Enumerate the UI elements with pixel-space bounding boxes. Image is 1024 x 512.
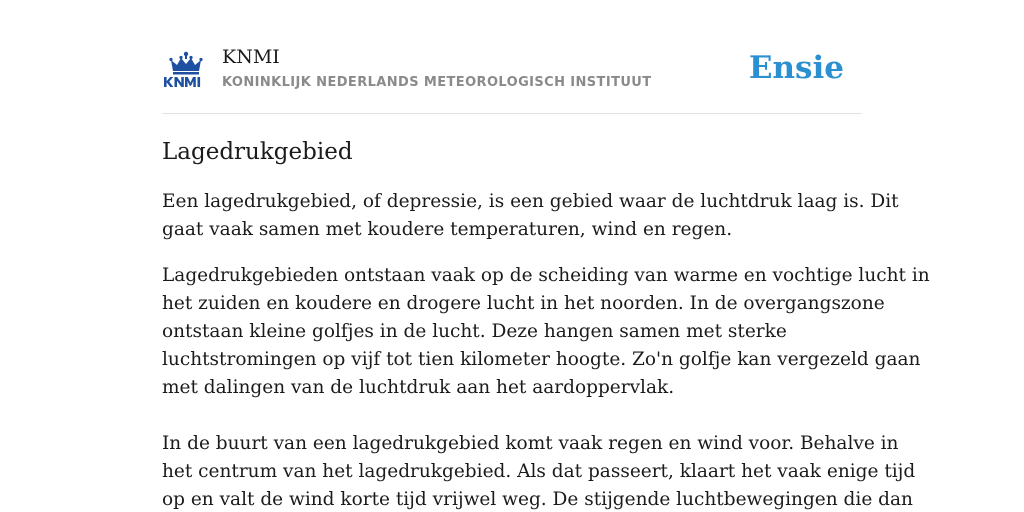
paragraph-line: gaat vaak samen met koudere temperaturen, wind en regen. (162, 219, 733, 240)
paragraph-line: In de buurt van een lagedrukgebied komt vaak regen en wind voor. Behalve in (162, 433, 899, 454)
paragraph-spacer (162, 420, 862, 430)
paragraph-line: met dalingen van de luchtdruk aan het aardoppervlak. (162, 377, 675, 398)
paragraph-line: ontstaan kleine golfjes in de lucht. Deze hangen samen met sterke (162, 321, 787, 342)
org-full-name: KONINKLIJK NEDERLANDS METEOROLOGISCH INSTITUUT (222, 75, 652, 90)
paragraph-line: Lagedrukgebieden ontstaan vaak op de scheiding van warme en vochtige lucht in (162, 265, 930, 286)
article-paragraph-2 (162, 262, 930, 402)
page (162, 0, 930, 512)
paragraph-line: op en valt de wind korte tijd vrijwel weg. De stijgende luchtbewegingen die dan (162, 489, 913, 510)
knmi-crown-logo-icon[interactable] (164, 51, 208, 89)
article-paragraph-1 (162, 188, 899, 244)
paragraph-line: het zuiden en koudere en drogere lucht in het noorden. In de overgangszone (162, 293, 885, 314)
article (162, 114, 930, 512)
article-paragraph-3 (162, 430, 916, 512)
ensie-brand-link[interactable]: Ensie (748, 50, 844, 86)
site-header (162, 0, 862, 114)
paragraph-line: Een lagedrukgebied, of depressie, is een gebied waar de luchtdruk laag is. Dit (162, 191, 899, 212)
paragraph-line: luchtstromingen op vijf tot tien kilometer hoogte. Zo'n golfje kan vergezeld gaan (162, 349, 921, 370)
org-name: KNMI (222, 46, 280, 68)
article-title: Lagedrukgebied (162, 139, 353, 165)
paragraph-line: het centrum van het lagedrukgebied. Als dat passeert, klaart het vaak enige tijd (162, 461, 916, 482)
